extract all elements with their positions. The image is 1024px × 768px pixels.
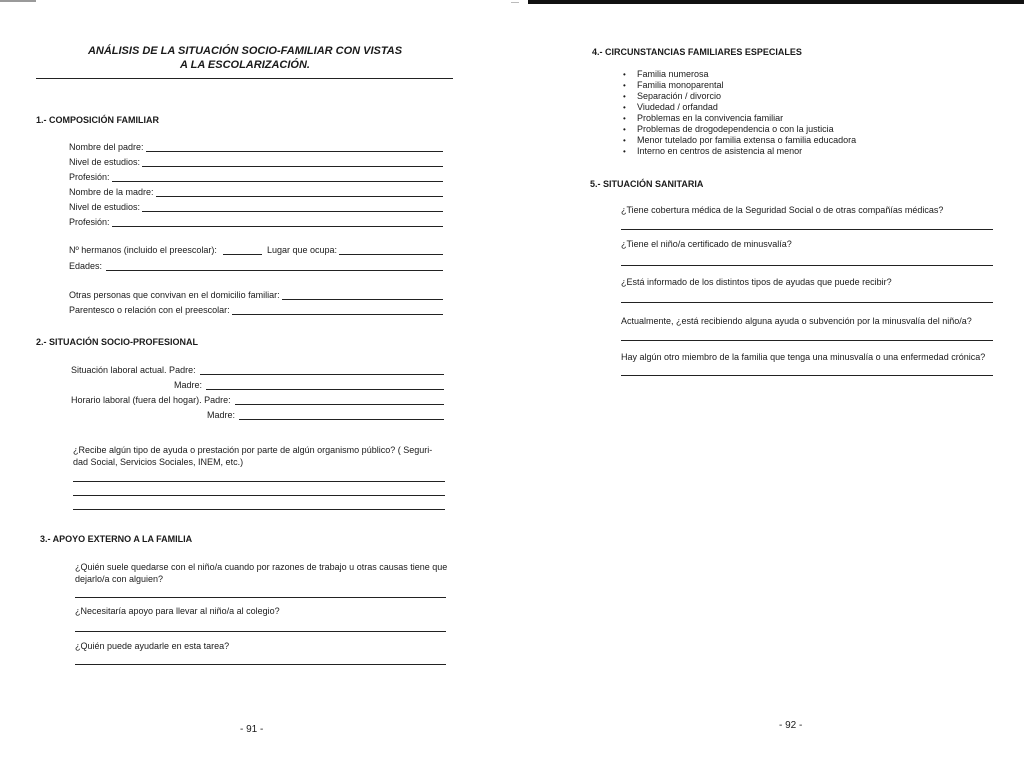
list-item: • Viudedad / orfandad — [623, 102, 856, 113]
siblings-ages-label: Edades: — [69, 261, 103, 271]
relationship-field[interactable] — [69, 303, 443, 315]
mother-name-line — [156, 187, 443, 197]
section-4-heading: 4.- CIRCUNSTANCIAS FAMILIARES ESPECIALES — [592, 47, 802, 57]
father-employment-line — [200, 365, 444, 375]
family-disability-answer-line[interactable] — [621, 375, 993, 376]
father-education-label: Nivel de estudios: — [69, 157, 141, 167]
list-item: • Problemas en la convivencia familiar — [623, 113, 856, 124]
school-transport-question: ¿Necesitaría apoyo para llevar al niño/a al colegio? — [75, 606, 280, 616]
father-hours-line — [235, 395, 444, 405]
mother-employment-field[interactable] — [174, 378, 444, 390]
father-name-field[interactable] — [69, 140, 443, 152]
birth-order-field[interactable] — [267, 243, 443, 255]
siblings-count-field[interactable] — [69, 243, 262, 255]
mother-education-line — [142, 202, 443, 212]
birth-order-line — [339, 245, 443, 255]
childcare-question-line-1: ¿Quién suele quedarse con el niño/a cuando por razones de trabajo u otras causas tiene que — [75, 562, 448, 572]
birth-order-label: Lugar que ocupa: — [267, 245, 338, 255]
father-hours-field[interactable] — [71, 393, 444, 405]
public-aid-answer-line-3[interactable] — [73, 509, 445, 510]
relationship-line — [232, 305, 443, 315]
mother-name-field[interactable] — [69, 185, 443, 197]
father-name-label: Nombre del padre: — [69, 142, 144, 152]
childcare-question-line-2: dejarlo/a con alguien? — [75, 574, 164, 584]
list-item: • Problemas de drogodependencia o con la justicia — [623, 124, 856, 135]
list-item: • Interno en centros de asistencia al menor — [623, 146, 856, 157]
aid-awareness-question: ¿Está informado de los distintos tipos de ayudas que puede recibir? — [621, 277, 892, 287]
father-education-field[interactable] — [69, 155, 443, 167]
other-residents-line — [282, 290, 443, 300]
special-circumstances-list — [623, 69, 856, 157]
father-hours-label: Horario laboral (fuera del hogar). Padre: — [71, 395, 231, 405]
father-name-line — [146, 142, 443, 152]
father-employment-field[interactable] — [71, 363, 444, 375]
mother-hours-label: Madre: — [207, 410, 236, 420]
mother-profession-label: Profesión: — [69, 217, 110, 227]
section-3-heading: 3.- APOYO EXTERNO A LA FAMILIA — [40, 534, 193, 544]
relationship-label: Parentesco o relación con el preescolar: — [69, 305, 230, 315]
father-profession-line — [112, 172, 443, 182]
siblings-count-label: Nº hermanos (incluido el preescolar): — [69, 245, 217, 255]
mother-profession-field[interactable] — [69, 215, 443, 227]
mother-hours-line — [239, 410, 444, 420]
father-education-line — [142, 157, 443, 167]
siblings-count-line — [223, 245, 262, 255]
public-aid-question-line-1: ¿Recibe algún tipo de ayuda o prestación por parte de algún organismo público? ( Seguri- — [73, 445, 433, 455]
page-92 — [512, 0, 1024, 768]
list-item: • Familia numerosa — [623, 69, 856, 80]
helper-answer-line[interactable] — [75, 664, 446, 665]
current-aid-question: Actualmente, ¿está recibiendo alguna ayuda o subvención por la minusvalía del niño/a? — [621, 316, 972, 326]
family-disability-question: Hay algún otro miembro de la familia que tenga una minusvalía o una enfermedad crónica? — [621, 352, 986, 362]
mother-employment-line — [206, 380, 444, 390]
mother-name-label: Nombre de la madre: — [69, 187, 154, 197]
current-aid-answer-line[interactable] — [621, 340, 993, 341]
section-1-heading: 1.- COMPOSICIÓN FAMILIAR — [36, 115, 160, 125]
other-residents-field[interactable] — [69, 288, 443, 300]
section-2-heading: 2.- SITUACIÓN SOCIO-PROFESIONAL — [36, 337, 199, 347]
childcare-answer-line[interactable] — [75, 597, 446, 598]
father-profession-label: Profesión: — [69, 172, 110, 182]
aid-awareness-answer-line[interactable] — [621, 302, 993, 303]
document-title-line-1: ANÁLISIS DE LA SITUACIÓN SOCIO-FAMILIAR CON VISTAS — [87, 45, 403, 57]
list-item: • Familia monoparental — [623, 80, 856, 91]
health-coverage-answer-line[interactable] — [621, 229, 993, 230]
mother-hours-field[interactable] — [207, 408, 444, 420]
school-transport-answer-line[interactable] — [75, 631, 446, 632]
section-5-heading: 5.- SITUACIÓN SANITARIA — [590, 179, 704, 189]
father-profession-field[interactable] — [69, 170, 443, 182]
siblings-ages-field[interactable] — [69, 259, 443, 271]
other-residents-label: Otras personas que convivan en el domicilio familiar: — [69, 290, 280, 300]
list-item: • Menor tutelado por familia extensa o familia educadora — [623, 135, 856, 146]
mother-profession-line — [112, 217, 443, 227]
disability-certificate-answer-line[interactable] — [621, 265, 993, 266]
page-number-right: - 92 - — [779, 720, 803, 731]
mother-employment-label: Madre: — [174, 380, 203, 390]
list-item: • Separación / divorcio — [623, 91, 856, 102]
public-aid-answer-line-1[interactable] — [73, 481, 445, 482]
document-title-line-2: A LA ESCOLARIZACIÓN. — [180, 59, 310, 71]
page-number-left: - 91 - — [240, 724, 264, 735]
public-aid-answer-line-2[interactable] — [73, 495, 445, 496]
health-coverage-question: ¿Tiene cobertura médica de la Seguridad Social o de otras compañías médicas? — [621, 205, 944, 215]
disability-certificate-question: ¿Tiene el niño/a certificado de minusvalía? — [621, 239, 792, 249]
father-employment-label: Situación laboral actual. Padre: — [71, 365, 196, 375]
siblings-ages-line — [106, 261, 443, 271]
mother-education-field[interactable] — [69, 200, 443, 212]
public-aid-question-line-2: dad Social, Servicios Sociales, INEM, etc.) — [73, 457, 244, 467]
mother-education-label: Nivel de estudios: — [69, 202, 141, 212]
title-underline — [36, 78, 453, 79]
helper-question: ¿Quién puede ayudarle en esta tarea? — [75, 641, 230, 651]
